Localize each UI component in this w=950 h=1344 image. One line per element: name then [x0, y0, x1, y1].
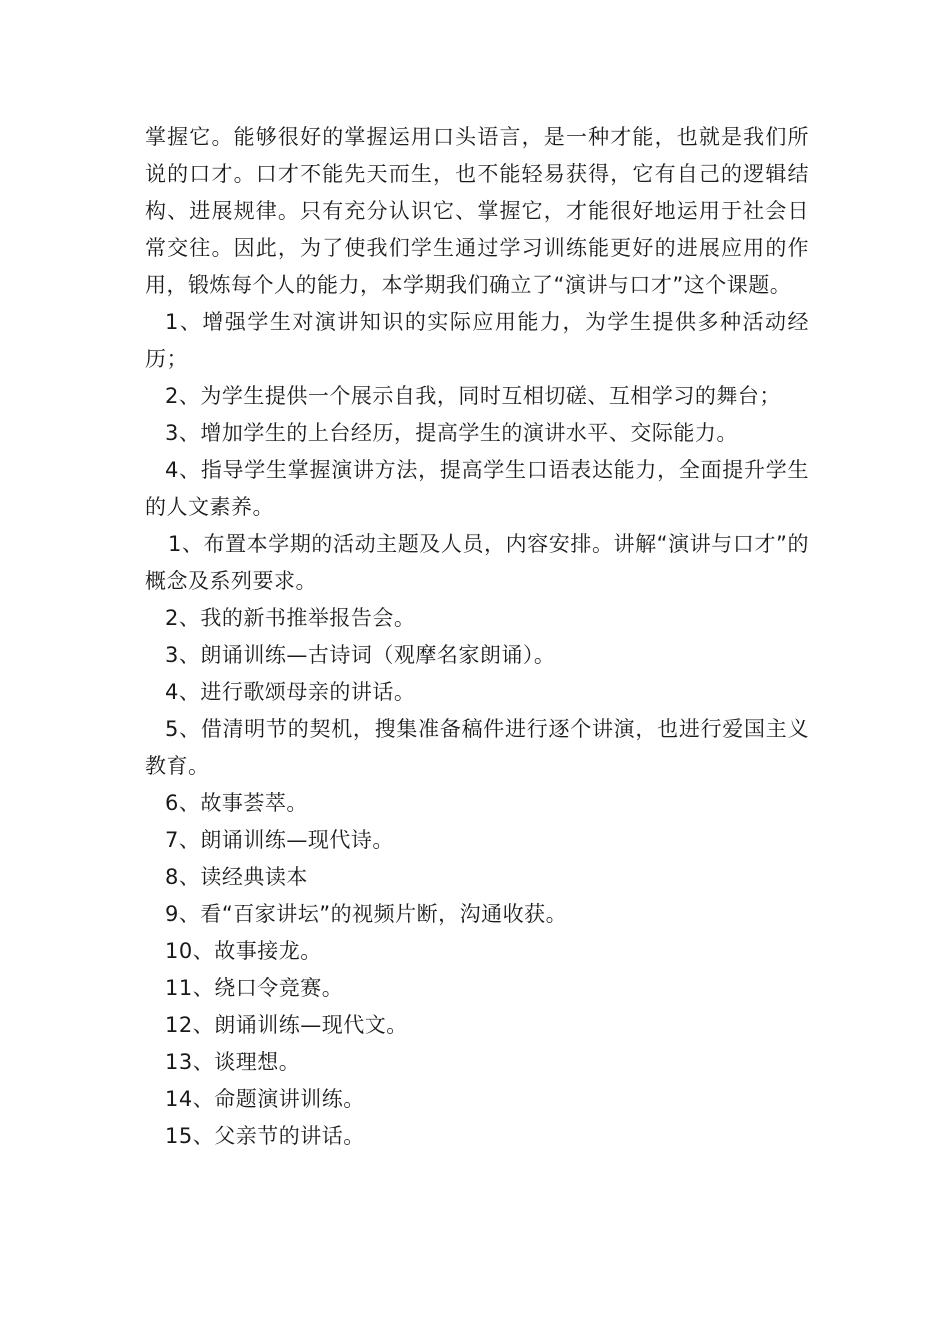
schedule-item: 6、故事荟萃。	[165, 791, 308, 815]
schedule-item: 13、谈理想。	[165, 1050, 301, 1074]
schedule-item: 7、朗诵训练—现代诗。	[165, 828, 394, 852]
schedule-item: 9、看“百家讲坛”的视频片断，沟通收获。	[165, 902, 568, 926]
intro-paragraph: 掌握它。能够很好的掌握运用口头语言，是一种才能，也就是我们所说的口才。口才不能先天而生，也不能轻易获得，它有自己的逻辑结构、进展规律。只有充分认识它、掌握它，才能很好地运用于社会日常交往。因此，为了使我们学生通过学习训练能更好的进展应用的作用，锻炼每个人的能力，本学期我们确立了“演讲与口才”这个课题。	[145, 125, 809, 297]
goal-item: 1、增强学生对演讲知识的实际应用能力，为学生提供多种活动经历；	[145, 310, 809, 371]
document-body	[145, 119, 809, 1155]
schedule-item: 5、借清明节的契机，搜集准备稿件进行逐个讲演，也进行爱国主义教育。	[145, 717, 809, 778]
schedule-item: 10、故事接龙。	[165, 939, 322, 963]
schedule-item: 14、命题演讲训练。	[165, 1087, 365, 1111]
schedule-item: 8、读经典读本	[165, 865, 308, 889]
schedule-item: 4、进行歌颂母亲的讲话。	[165, 680, 416, 704]
goal-item: 2、为学生提供一个展示自我，同时互相切磋、互相学习的舞台；	[165, 384, 781, 408]
schedule-item: 1、布置本学期的活动主题及人员，内容安排。讲解“演讲与口才”的概念及系列要求。	[145, 532, 809, 593]
schedule-item: 3、朗诵训练—古诗词（观摩名家朗诵）。	[165, 643, 556, 667]
goal-item: 4、指导学生掌握演讲方法，提高学生口语表达能力，全面提升学生的人文素养。	[145, 458, 809, 519]
schedule-item: 11、绕口令竞赛。	[165, 976, 344, 1000]
schedule-item: 15、父亲节的讲话。	[165, 1124, 365, 1148]
schedule-item: 2、我的新书推举报告会。	[165, 606, 416, 630]
goal-item: 3、增加学生的上台经历，提高学生的演讲水平、交际能力。	[165, 421, 738, 445]
schedule-item: 12、朗诵训练—现代文。	[165, 1013, 408, 1037]
